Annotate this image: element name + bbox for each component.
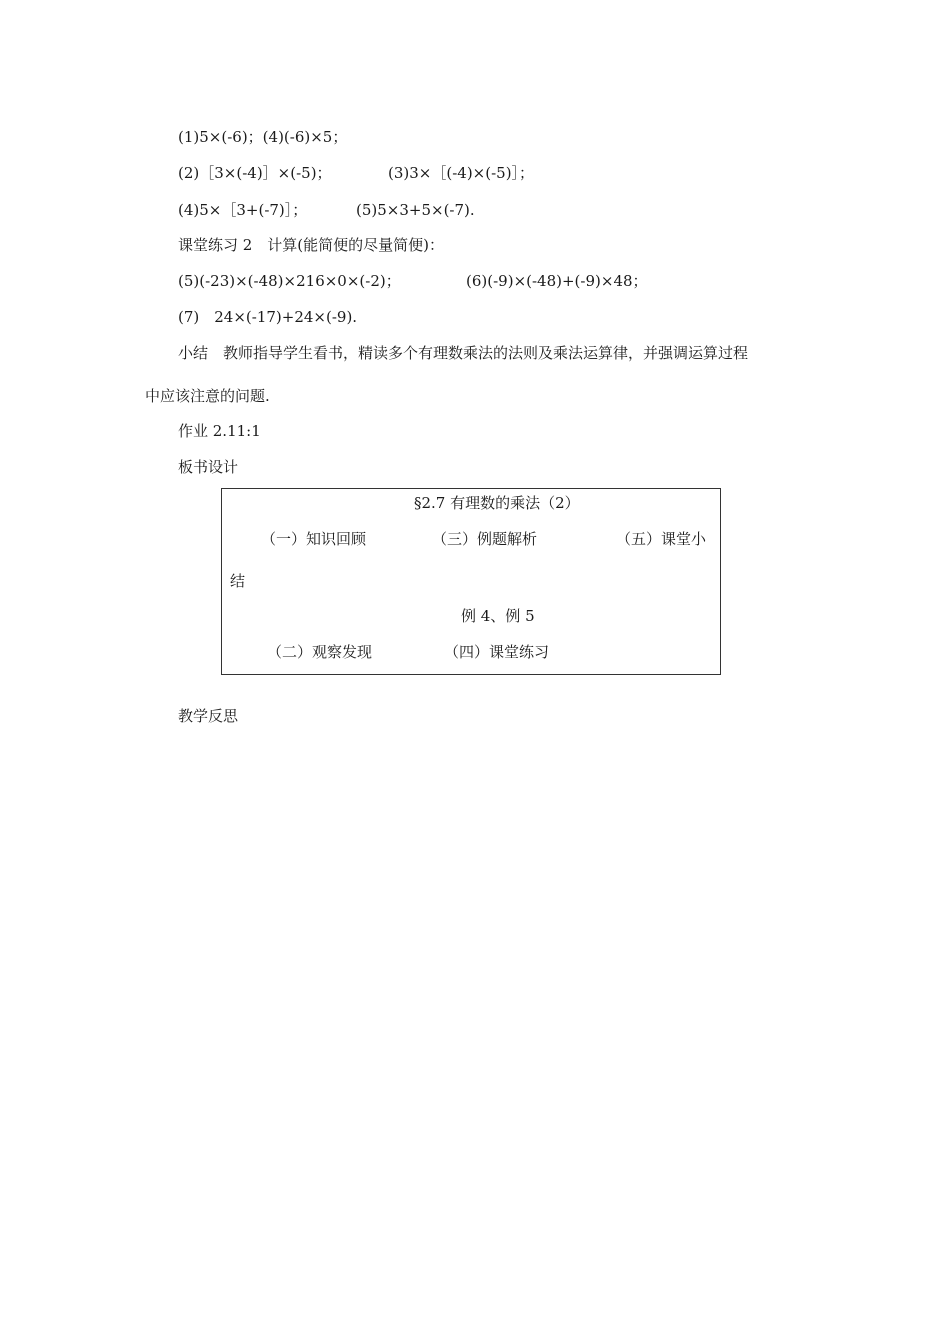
exercise1-line3a: (4)5×［3+(-7)］； [178, 201, 308, 219]
summary-line2: 中应该注意的问题. [145, 387, 270, 405]
reflection-heading: 教学反思 [178, 707, 239, 725]
board-item-5b: 结 [230, 572, 246, 590]
exercise2-line2: (7) 24×(-17)+24×(-9). [178, 308, 358, 326]
board-examples: 例 4、例 5 [461, 607, 535, 625]
exercise2-line1b: (6)(-9)×(-48)+(-9)×48； [466, 272, 648, 290]
exercise2-line1a: (5)(-23)×(-48)×216×0×(-2)； [178, 272, 401, 290]
homework: 作业 2.11:1 [178, 422, 261, 440]
exercise1-line3b: (5)5×3+5×(-7). [356, 201, 475, 219]
exercise1-line2b: (3)3×［(-4)×(-5)］； [388, 164, 535, 182]
exercise1-line1: (1)5×(-6)；(4)(-6)×5； [178, 128, 348, 146]
board-item-5a: （五）课堂小 [616, 530, 707, 548]
board-heading: 板书设计 [178, 458, 239, 476]
board-title: §2.7 有理数的乘法（2） [414, 494, 580, 512]
exercise1-line2a: (2)［3×(-4)］×(-5)； [178, 164, 332, 182]
summary-line1: 小结 教师指导学生看书，精读多个有理数乘法的法则及乘法运算律，并强调运算过程 [178, 344, 749, 362]
board-item-3: （三）例题解析 [432, 530, 538, 548]
exercise2-heading: 课堂练习 2 计算(能简便的尽量简便)： [178, 236, 445, 254]
board-item-4: （四）课堂练习 [444, 643, 550, 661]
board-design-box [221, 488, 721, 675]
board-item-1: （一）知识回顾 [261, 530, 367, 548]
board-item-2: （二）观察发现 [267, 643, 373, 661]
